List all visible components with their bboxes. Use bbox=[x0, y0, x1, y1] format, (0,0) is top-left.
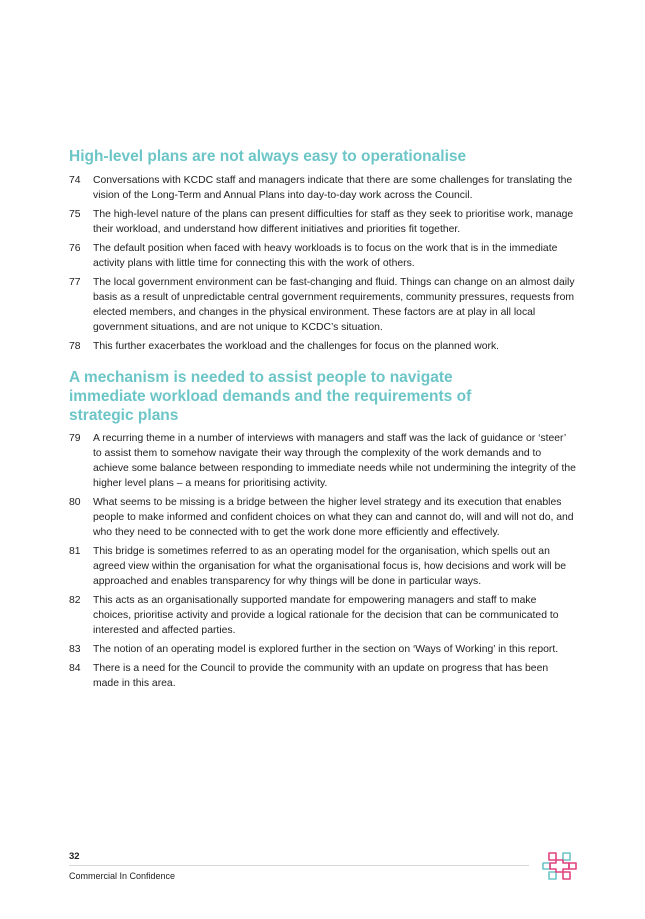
paragraph-number: 84 bbox=[69, 663, 81, 674]
paragraph-text: This further exacerbates the workload and the challenges for focus on the planned work. bbox=[93, 341, 500, 352]
paragraph-text: What seems to be missing is a bridge between the higher level strategy and its execution that enables people to make informed and confident choices on what they can and cannot do, will and will not do, and who they need to be connected with to get the work done more efficiently and effectively. bbox=[93, 497, 574, 538]
brand-logo-icon bbox=[541, 849, 578, 883]
paragraph-number: 81 bbox=[69, 546, 81, 557]
section-1-paragraphs bbox=[69, 173, 577, 354]
paragraph-number: 83 bbox=[69, 644, 81, 655]
logo-right-petal bbox=[569, 863, 576, 869]
numbered-paragraph bbox=[69, 339, 577, 354]
logo-left-petal bbox=[543, 863, 550, 869]
paragraph-text: There is a need for the Council to provide the community with an update on progress that has been made in this area. bbox=[93, 663, 549, 689]
section-heading-mechanism: A mechanism is needed to assist people to navigate immediate workload demands and the requirements of strategic plans bbox=[69, 369, 472, 424]
page-number: 32 bbox=[69, 851, 80, 862]
logo-top-right-petal bbox=[563, 853, 570, 860]
numbered-paragraph bbox=[69, 593, 577, 638]
paragraph-number: 80 bbox=[69, 497, 81, 508]
paragraph-number: 74 bbox=[69, 175, 81, 186]
numbered-paragraph bbox=[69, 495, 577, 540]
numbered-paragraph bbox=[69, 661, 577, 691]
numbered-paragraph bbox=[69, 431, 577, 491]
paragraph-text: The high-level nature of the plans can present difficulties for staff as they seek to prioritise work, manage their workload, and understand how different initiatives and priorities fit together. bbox=[93, 209, 574, 235]
numbered-paragraph bbox=[69, 241, 577, 271]
paragraph-number: 82 bbox=[69, 595, 81, 606]
paragraph-text: The notion of an operating model is explored further in the section on ‘Ways of Working’ in this report. bbox=[93, 644, 559, 655]
numbered-paragraph bbox=[69, 173, 577, 203]
paragraph-number: 78 bbox=[69, 341, 81, 352]
numbered-paragraph bbox=[69, 544, 577, 589]
paragraph-text: A recurring theme in a number of interviews with managers and staff was the lack of guidance or ‘steer’ to assist them to somehow navigate their way through the complexity of the work demands and to achieve some balance between responding to immediate needs while not undermining the integrity of the higher level plans – a means for prioritising activity. bbox=[93, 433, 576, 489]
page-content bbox=[69, 147, 577, 695]
logo-bottom-left-petal bbox=[549, 872, 556, 879]
paragraph-text: This bridge is sometimes referred to as an operating model for the organisation, which spells out an agreed view within the organisation for what the organisational focus is, how decisions and work will be approached and enables transparency for why things will be done in particular ways. bbox=[93, 546, 567, 587]
paragraph-text: The default position when faced with heavy workloads is to focus on the work that is in the immediate activity plans with little time for connecting this with the work of others. bbox=[93, 243, 558, 269]
confidentiality-label: Commercial In Confidence bbox=[69, 871, 176, 881]
numbered-paragraph bbox=[69, 207, 577, 237]
section-heading-operationalise: High-level plans are not always easy to operationalise bbox=[69, 148, 467, 165]
paragraph-text: This acts as an organisationally supported mandate for empowering managers and staff to make choices, prioritise activity and provide a logical rationale for the decision that can be communicated to interested and affected parties. bbox=[93, 595, 559, 636]
logo-top-left-petal bbox=[549, 853, 556, 860]
section-2-paragraphs bbox=[69, 431, 577, 691]
numbered-paragraph bbox=[69, 275, 577, 335]
logo-bottom-right-petal bbox=[563, 872, 570, 879]
logo-center-cross bbox=[550, 860, 569, 872]
paragraph-number: 79 bbox=[69, 433, 81, 444]
paragraph-text: The local government environment can be fast-changing and fluid. Things can change on an almost daily basis as a result of unpredictable central government requirements, community pressures, requests from elected members, and changes in the physical environment. These factors are at play in all local government situations, and are not unique to KCDC’s situation. bbox=[93, 277, 575, 333]
paragraph-number: 76 bbox=[69, 243, 81, 254]
paragraph-number: 77 bbox=[69, 277, 81, 288]
numbered-paragraph bbox=[69, 642, 577, 657]
paragraph-number: 75 bbox=[69, 209, 81, 220]
footer-divider bbox=[69, 865, 529, 866]
paragraph-text: Conversations with KCDC staff and managers indicate that there are some challenges for translating the vision of the Long-Term and Annual Plans into day-to-day work across the Council. bbox=[93, 175, 573, 201]
